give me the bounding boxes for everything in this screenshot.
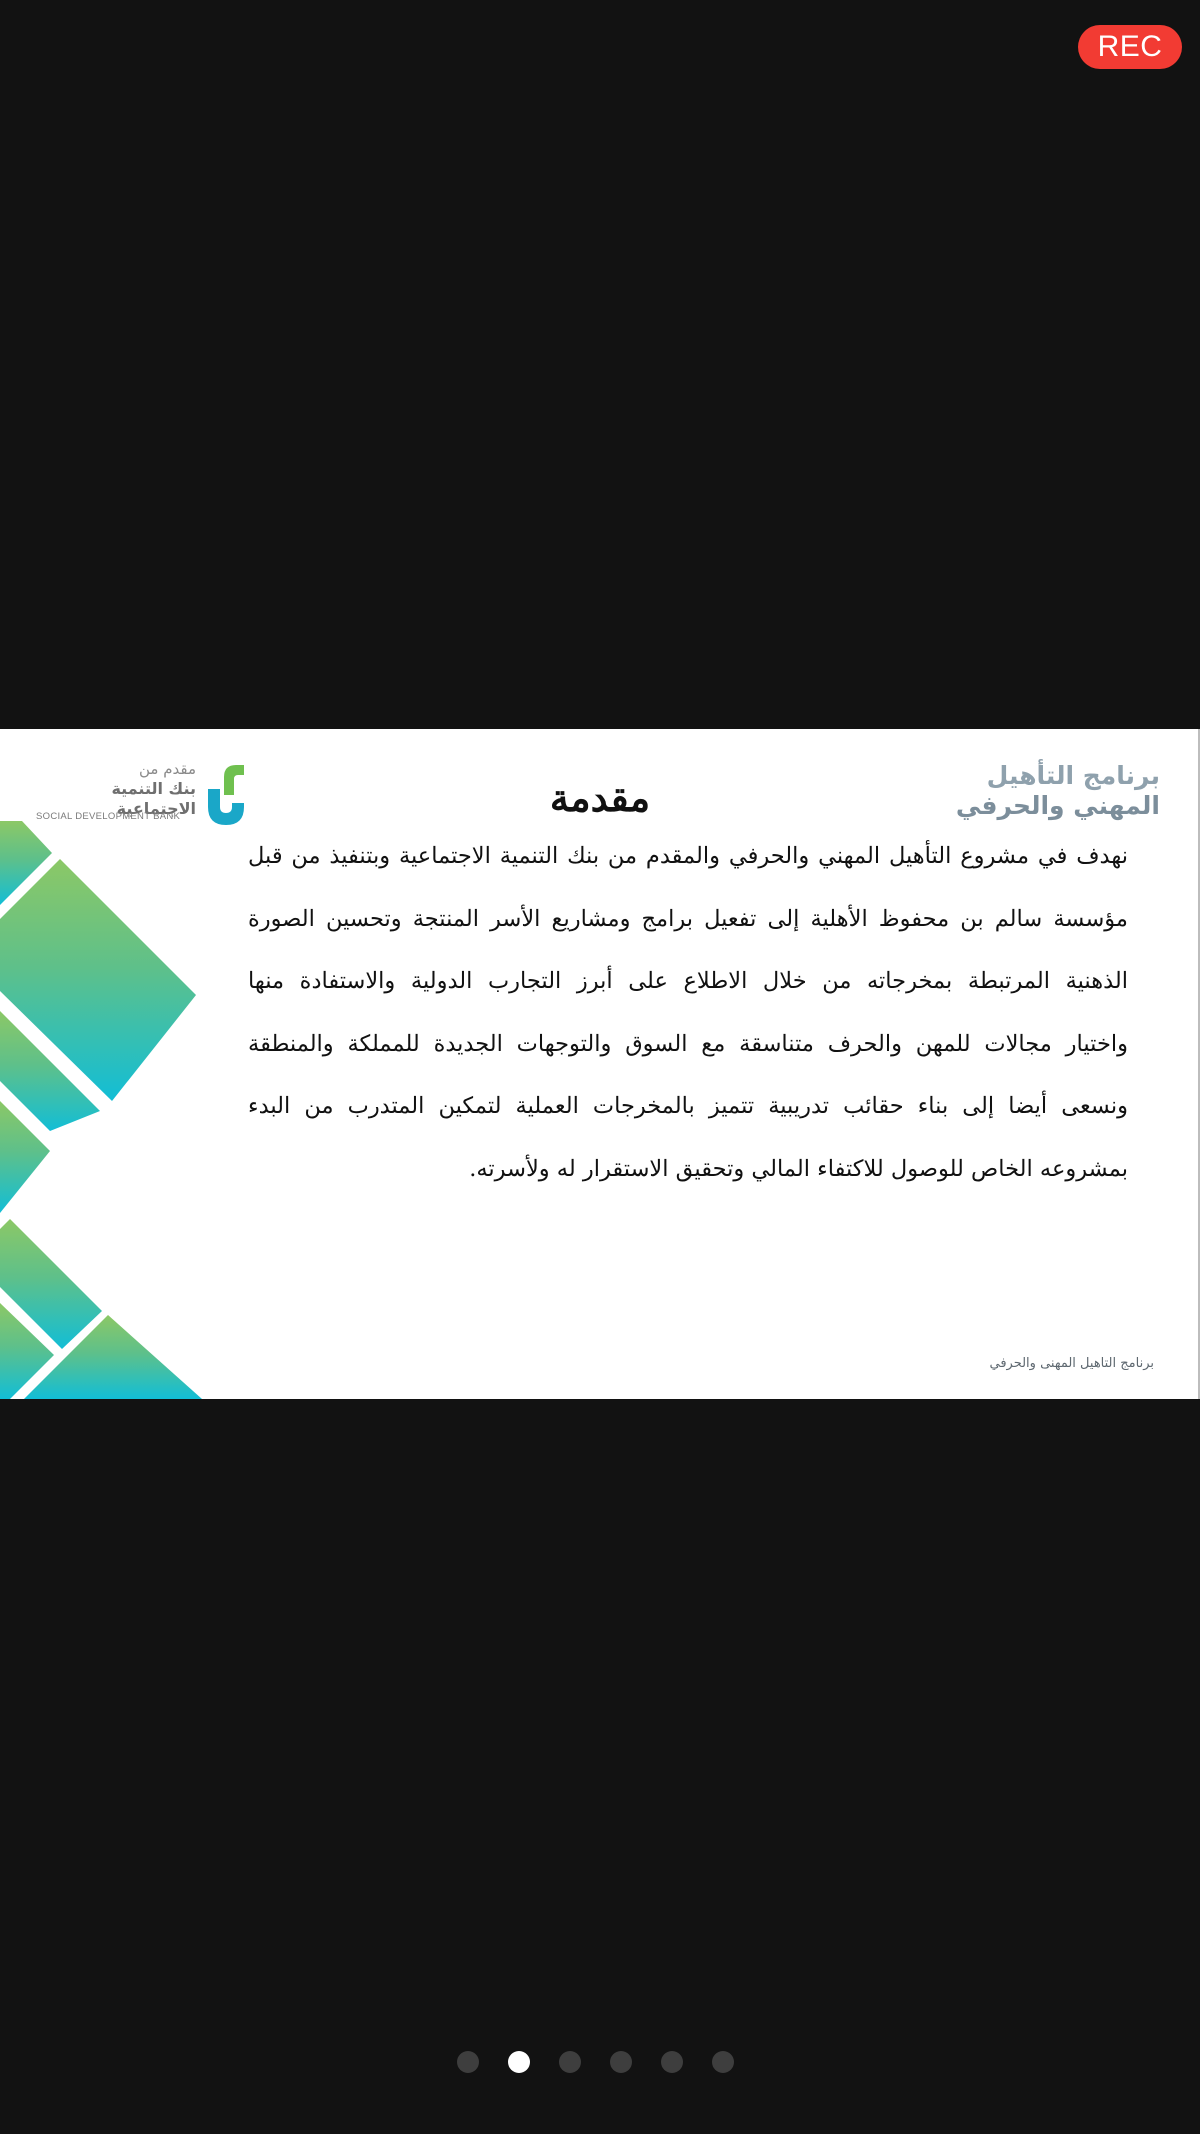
intro-line: بمشروعه الخاص للوصول للاكتفاء المالي وتحقيق الاستقرار له ولأسرته. xyxy=(469,1155,1128,1182)
sponsor-text xyxy=(36,759,196,819)
page-dot[interactable] xyxy=(457,2051,479,2073)
page-dot[interactable] xyxy=(661,2051,683,2073)
intro-paragraph xyxy=(248,825,1128,1200)
sponsor-name: بنك التنمية الاجتماعية xyxy=(111,779,196,818)
intro-line: الذهنية المرتبطة بمخرجاته من خلال الاطلاع على أبرز التجارب الدولية والاستفادة منها xyxy=(248,968,1128,994)
program-logo-line2: المهني والحرفي xyxy=(955,791,1160,820)
page-indicator[interactable] xyxy=(457,2051,734,2073)
intro-line: مؤسسة سالم بن محفوظ الأهلية إلى تفعيل برامج ومشاريع الأسر المنتجة وتحسين الصورة xyxy=(248,905,1128,932)
sponsor-logo xyxy=(36,759,256,829)
sponsor-from-label: مقدم من xyxy=(138,760,196,778)
bank-logo-icon xyxy=(202,759,252,829)
decorative-tiles xyxy=(0,729,210,1399)
slide-footer: برنامج التاهيل المهنى والحرفي xyxy=(989,1356,1154,1371)
page-dot-active[interactable] xyxy=(508,2051,530,2073)
intro-line: ونسعى أيضا إلى بناء حقائب تدريبية تتميز بالمخرجات العملية لتمكين المتدرب من البدء xyxy=(248,1093,1128,1119)
page-dot[interactable] xyxy=(559,2051,581,2073)
page-dot[interactable] xyxy=(712,2051,734,2073)
slide-title: مقدمة xyxy=(549,775,651,820)
recording-indicator[interactable]: REC xyxy=(1078,25,1182,69)
sponsor-name-english: SOCIAL DEVELOPMENT BANK xyxy=(36,811,181,822)
intro-line: واختيار مجالات للمهن والحرف متناسقة مع السوق والتوجهات الجديدة للمملكة والمنطقة xyxy=(248,1030,1128,1057)
page-dot[interactable] xyxy=(610,2051,632,2073)
intro-line: نهدف في مشروع التأهيل المهني والحرفي والمقدم من بنك التنمية الاجتماعية وبتنفيذ من قبل xyxy=(248,843,1128,869)
program-logo xyxy=(955,761,1160,821)
program-logo-line1: برنامج التأهيل xyxy=(986,761,1160,790)
slide[interactable] xyxy=(0,729,1200,1399)
